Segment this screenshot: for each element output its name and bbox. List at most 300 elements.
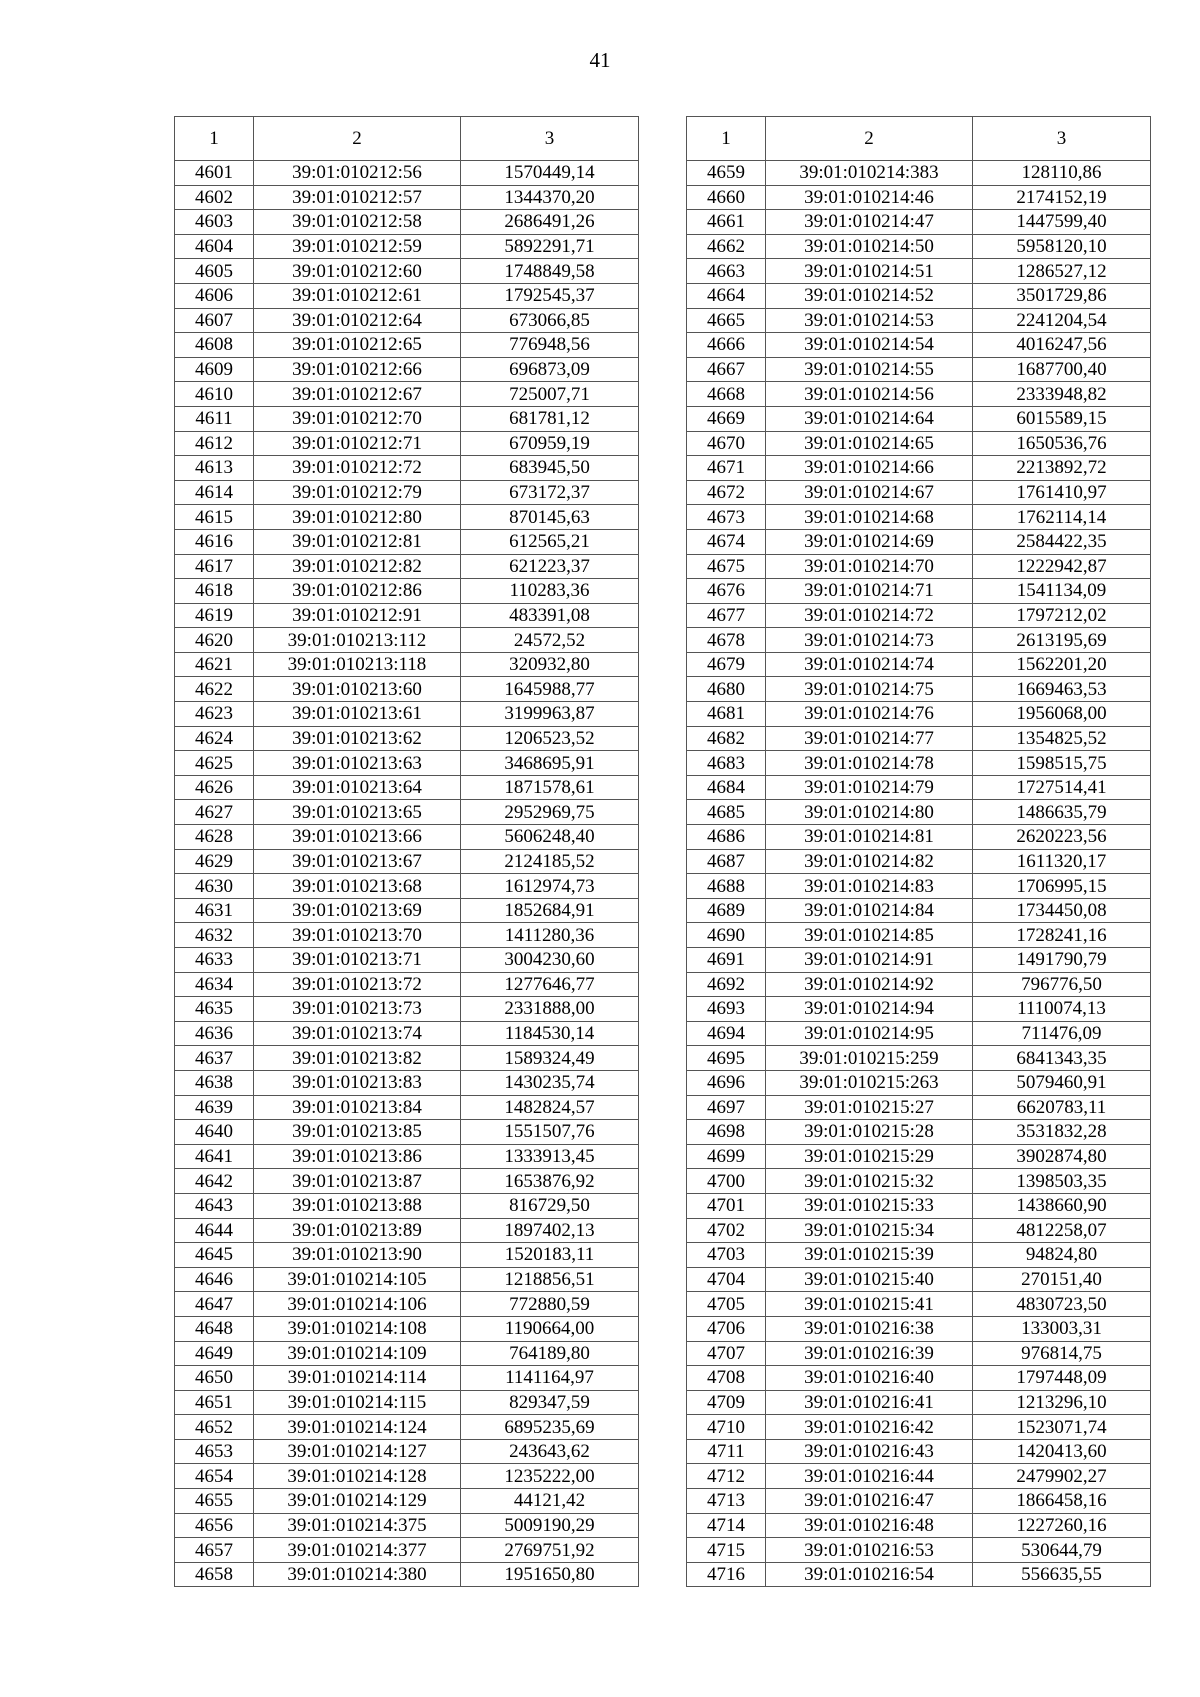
cadastral-number-cell: 39:01:010214:71 — [766, 579, 973, 604]
table-row — [687, 652, 1151, 677]
cadastral-number-cell: 39:01:010212:86 — [254, 579, 461, 604]
table-row — [687, 726, 1151, 751]
cadastral-number-cell: 39:01:010214:50 — [766, 234, 973, 259]
cadastral-number-cell: 39:01:010216:44 — [766, 1464, 973, 1489]
cadastral-number-cell: 39:01:010215:28 — [766, 1120, 973, 1145]
value-cell: 1797212,02 — [973, 603, 1151, 628]
cadastral-number-cell: 39:01:010214:84 — [766, 898, 973, 923]
value-cell: 1235222,00 — [461, 1464, 639, 1489]
cadastral-number-cell: 39:01:010212:59 — [254, 234, 461, 259]
value-cell: 1871578,61 — [461, 775, 639, 800]
table-row — [175, 1120, 639, 1145]
row-number-cell: 4615 — [175, 505, 254, 530]
value-cell: 1687700,40 — [973, 357, 1151, 382]
cadastral-number-cell: 39:01:010214:92 — [766, 972, 973, 997]
cadastral-number-cell: 39:01:010213:67 — [254, 849, 461, 874]
value-cell: 556635,55 — [973, 1562, 1151, 1587]
value-cell: 6015589,15 — [973, 406, 1151, 431]
value-cell: 1398503,35 — [973, 1169, 1151, 1194]
row-number-cell: 4670 — [687, 431, 766, 456]
table-row — [687, 1513, 1151, 1538]
cadastral-number-cell: 39:01:010213:89 — [254, 1218, 461, 1243]
cadastral-number-cell: 39:01:010214:73 — [766, 628, 973, 653]
table-header-row — [687, 117, 1151, 161]
row-number-cell: 4634 — [175, 972, 254, 997]
cadastral-number-cell: 39:01:010212:65 — [254, 333, 461, 358]
cadastral-number-cell: 39:01:010214:105 — [254, 1267, 461, 1292]
row-number-cell: 4661 — [687, 210, 766, 235]
cadastral-number-cell: 39:01:010216:42 — [766, 1415, 973, 1440]
row-number-cell: 4710 — [687, 1415, 766, 1440]
table-row — [687, 1169, 1151, 1194]
table-row — [687, 751, 1151, 776]
row-number-cell: 4695 — [687, 1046, 766, 1071]
table-row — [175, 161, 639, 186]
row-number-cell: 4645 — [175, 1243, 254, 1268]
table-row — [687, 1095, 1151, 1120]
table-row — [175, 1070, 639, 1095]
row-number-cell: 4616 — [175, 529, 254, 554]
cadastral-number-cell: 39:01:010213:62 — [254, 726, 461, 751]
table-row — [687, 1562, 1151, 1587]
value-cell: 976814,75 — [973, 1341, 1151, 1366]
value-cell: 1897402,13 — [461, 1218, 639, 1243]
cadastral-number-cell: 39:01:010213:74 — [254, 1021, 461, 1046]
value-cell: 1430235,74 — [461, 1070, 639, 1095]
cadastral-number-cell: 39:01:010212:79 — [254, 480, 461, 505]
value-cell: 1447599,40 — [973, 210, 1151, 235]
row-number-cell: 4675 — [687, 554, 766, 579]
cadastral-number-cell: 39:01:010214:56 — [766, 382, 973, 407]
value-cell: 1727514,41 — [973, 775, 1151, 800]
table-row — [687, 997, 1151, 1022]
cadastral-number-cell: 39:01:010213:73 — [254, 997, 461, 1022]
value-cell: 5958120,10 — [973, 234, 1151, 259]
table-row — [687, 554, 1151, 579]
table-row — [687, 431, 1151, 456]
row-number-cell: 4681 — [687, 702, 766, 727]
cadastral-number-cell: 39:01:010214:77 — [766, 726, 973, 751]
cadastral-number-cell: 39:01:010214:83 — [766, 874, 973, 899]
value-cell: 621223,37 — [461, 554, 639, 579]
row-number-cell: 4631 — [175, 898, 254, 923]
row-number-cell: 4708 — [687, 1366, 766, 1391]
table-header-row — [175, 117, 639, 161]
value-cell: 6841343,35 — [973, 1046, 1151, 1071]
value-cell: 1286527,12 — [973, 259, 1151, 284]
row-number-cell: 4705 — [687, 1292, 766, 1317]
table-row — [687, 357, 1151, 382]
row-number-cell: 4660 — [687, 185, 766, 210]
value-cell: 1213296,10 — [973, 1390, 1151, 1415]
cadastral-number-cell: 39:01:010215:39 — [766, 1243, 973, 1268]
table-body-left — [175, 161, 639, 1587]
cadastral-number-cell: 39:01:010213:68 — [254, 874, 461, 899]
row-number-cell: 4601 — [175, 161, 254, 186]
row-number-cell: 4706 — [687, 1316, 766, 1341]
table-row — [687, 480, 1151, 505]
value-cell: 1653876,92 — [461, 1169, 639, 1194]
table-row — [687, 1021, 1151, 1046]
cadastral-number-cell: 39:01:010214:66 — [766, 456, 973, 481]
table-row — [175, 898, 639, 923]
cadastral-number-cell: 39:01:010214:377 — [254, 1538, 461, 1563]
column-header: 2 — [766, 117, 973, 161]
table-row — [687, 849, 1151, 874]
cadastral-number-cell: 39:01:010214:47 — [766, 210, 973, 235]
value-cell: 1222942,87 — [973, 554, 1151, 579]
row-number-cell: 4692 — [687, 972, 766, 997]
cadastral-number-cell: 39:01:010214:67 — [766, 480, 973, 505]
cadastral-number-cell: 39:01:010216:53 — [766, 1538, 973, 1563]
column-header: 1 — [175, 117, 254, 161]
table-body-right — [687, 161, 1151, 1587]
value-cell: 3501729,86 — [973, 283, 1151, 308]
value-cell: 1190664,00 — [461, 1316, 639, 1341]
cadastral-number-cell: 39:01:010214:53 — [766, 308, 973, 333]
column-header: 1 — [687, 117, 766, 161]
table-row — [687, 898, 1151, 923]
table-row — [175, 333, 639, 358]
cadastral-number-cell: 39:01:010214:115 — [254, 1390, 461, 1415]
row-number-cell: 4667 — [687, 357, 766, 382]
table-row — [175, 1243, 639, 1268]
table-row — [687, 1046, 1151, 1071]
table-row — [175, 1439, 639, 1464]
value-cell: 270151,40 — [973, 1267, 1151, 1292]
table-row — [687, 210, 1151, 235]
row-number-cell: 4665 — [687, 308, 766, 333]
column-header: 3 — [973, 117, 1151, 161]
value-cell: 2333948,82 — [973, 382, 1151, 407]
cadastral-number-cell: 39:01:010216:39 — [766, 1341, 973, 1366]
row-number-cell: 4707 — [687, 1341, 766, 1366]
table-row — [175, 480, 639, 505]
cadastral-number-cell: 39:01:010212:82 — [254, 554, 461, 579]
table-row — [687, 579, 1151, 604]
table-row — [175, 1464, 639, 1489]
table-row — [687, 972, 1151, 997]
table-row — [687, 1538, 1151, 1563]
value-cell: 796776,50 — [973, 972, 1151, 997]
table-row — [175, 702, 639, 727]
cadastral-number-cell: 39:01:010214:68 — [766, 505, 973, 530]
row-number-cell: 4697 — [687, 1095, 766, 1120]
row-number-cell: 4690 — [687, 923, 766, 948]
table-row — [175, 997, 639, 1022]
table-row — [175, 1292, 639, 1317]
register-table-right — [686, 116, 1151, 1587]
value-cell: 1706995,15 — [973, 874, 1151, 899]
table-row — [175, 1218, 639, 1243]
row-number-cell: 4606 — [175, 283, 254, 308]
cadastral-number-cell: 39:01:010216:38 — [766, 1316, 973, 1341]
row-number-cell: 4653 — [175, 1439, 254, 1464]
row-number-cell: 4699 — [687, 1144, 766, 1169]
value-cell: 1589324,49 — [461, 1046, 639, 1071]
value-cell: 5892291,71 — [461, 234, 639, 259]
cadastral-number-cell: 39:01:010215:40 — [766, 1267, 973, 1292]
table-row — [175, 1267, 639, 1292]
value-cell: 1141164,97 — [461, 1366, 639, 1391]
cadastral-number-cell: 39:01:010213:112 — [254, 628, 461, 653]
table-row — [687, 1292, 1151, 1317]
row-number-cell: 4608 — [175, 333, 254, 358]
table-row — [175, 652, 639, 677]
value-cell: 6895235,69 — [461, 1415, 639, 1440]
row-number-cell: 4658 — [175, 1562, 254, 1587]
cadastral-number-cell: 39:01:010213:69 — [254, 898, 461, 923]
value-cell: 6620783,11 — [973, 1095, 1151, 1120]
table-row — [175, 1193, 639, 1218]
row-number-cell: 4636 — [175, 1021, 254, 1046]
row-number-cell: 4635 — [175, 997, 254, 1022]
table-row — [687, 628, 1151, 653]
cadastral-number-cell: 39:01:010214:75 — [766, 677, 973, 702]
row-number-cell: 4630 — [175, 874, 254, 899]
value-cell: 670959,19 — [461, 431, 639, 456]
cadastral-number-cell: 39:01:010214:74 — [766, 652, 973, 677]
value-cell: 816729,50 — [461, 1193, 639, 1218]
value-cell: 1541134,09 — [973, 579, 1151, 604]
table-row — [687, 948, 1151, 973]
row-number-cell: 4672 — [687, 480, 766, 505]
cadastral-number-cell: 39:01:010213:64 — [254, 775, 461, 800]
row-number-cell: 4694 — [687, 1021, 766, 1046]
value-cell: 3468695,91 — [461, 751, 639, 776]
cadastral-number-cell: 39:01:010214:51 — [766, 259, 973, 284]
value-cell: 24572,52 — [461, 628, 639, 653]
table-row — [687, 234, 1151, 259]
value-cell: 1344370,20 — [461, 185, 639, 210]
row-number-cell: 4678 — [687, 628, 766, 653]
row-number-cell: 4649 — [175, 1341, 254, 1366]
table-row — [175, 628, 639, 653]
table-row — [687, 1464, 1151, 1489]
row-number-cell: 4605 — [175, 259, 254, 284]
cadastral-number-cell: 39:01:010213:70 — [254, 923, 461, 948]
value-cell: 530644,79 — [973, 1538, 1151, 1563]
table-row — [175, 554, 639, 579]
table-row — [687, 333, 1151, 358]
cadastral-number-cell: 39:01:010212:66 — [254, 357, 461, 382]
row-number-cell: 4629 — [175, 849, 254, 874]
value-cell: 3004230,60 — [461, 948, 639, 973]
row-number-cell: 4663 — [687, 259, 766, 284]
table-row — [687, 1193, 1151, 1218]
column-header: 3 — [461, 117, 639, 161]
cadastral-number-cell: 39:01:010213:63 — [254, 751, 461, 776]
table-row — [175, 357, 639, 382]
cadastral-number-cell: 39:01:010215:41 — [766, 1292, 973, 1317]
table-row — [687, 923, 1151, 948]
value-cell: 2241204,54 — [973, 308, 1151, 333]
table-row — [175, 456, 639, 481]
value-cell: 683945,50 — [461, 456, 639, 481]
value-cell: 764189,80 — [461, 1341, 639, 1366]
value-cell: 1411280,36 — [461, 923, 639, 948]
row-number-cell: 4654 — [175, 1464, 254, 1489]
cadastral-number-cell: 39:01:010213:90 — [254, 1243, 461, 1268]
table-row — [175, 849, 639, 874]
cadastral-number-cell: 39:01:010213:83 — [254, 1070, 461, 1095]
table-row — [175, 1316, 639, 1341]
cadastral-number-cell: 39:01:010214:81 — [766, 825, 973, 850]
cadastral-number-cell: 39:01:010215:33 — [766, 1193, 973, 1218]
cadastral-number-cell: 39:01:010214:383 — [766, 161, 973, 186]
row-number-cell: 4702 — [687, 1218, 766, 1243]
table-row — [687, 1267, 1151, 1292]
row-number-cell: 4627 — [175, 800, 254, 825]
cadastral-number-cell: 39:01:010214:70 — [766, 554, 973, 579]
cadastral-number-cell: 39:01:010214:94 — [766, 997, 973, 1022]
value-cell: 44121,42 — [461, 1489, 639, 1514]
table-row — [175, 603, 639, 628]
value-cell: 94824,80 — [973, 1243, 1151, 1268]
value-cell: 243643,62 — [461, 1439, 639, 1464]
table-row — [175, 1046, 639, 1071]
row-number-cell: 4621 — [175, 652, 254, 677]
table-row — [175, 1144, 639, 1169]
row-number-cell: 4652 — [175, 1415, 254, 1440]
row-number-cell: 4684 — [687, 775, 766, 800]
table-row — [175, 972, 639, 997]
value-cell: 1748849,58 — [461, 259, 639, 284]
value-cell: 3531832,28 — [973, 1120, 1151, 1145]
row-number-cell: 4674 — [687, 529, 766, 554]
cadastral-number-cell: 39:01:010213:82 — [254, 1046, 461, 1071]
table-row — [175, 382, 639, 407]
cadastral-number-cell: 39:01:010214:109 — [254, 1341, 461, 1366]
row-number-cell: 4691 — [687, 948, 766, 973]
cadastral-number-cell: 39:01:010214:82 — [766, 849, 973, 874]
table-row — [175, 185, 639, 210]
cadastral-number-cell: 39:01:010214:380 — [254, 1562, 461, 1587]
value-cell: 3902874,80 — [973, 1144, 1151, 1169]
row-number-cell: 4664 — [687, 283, 766, 308]
table-row — [687, 677, 1151, 702]
row-number-cell: 4602 — [175, 185, 254, 210]
cadastral-number-cell: 39:01:010213:88 — [254, 1193, 461, 1218]
cadastral-number-cell: 39:01:010214:79 — [766, 775, 973, 800]
table-row — [175, 726, 639, 751]
cadastral-number-cell: 39:01:010212:67 — [254, 382, 461, 407]
value-cell: 1650536,76 — [973, 431, 1151, 456]
table-row — [687, 1316, 1151, 1341]
row-number-cell: 4712 — [687, 1464, 766, 1489]
cadastral-number-cell: 39:01:010212:81 — [254, 529, 461, 554]
cadastral-number-cell: 39:01:010214:91 — [766, 948, 973, 973]
cadastral-number-cell: 39:01:010215:263 — [766, 1070, 973, 1095]
cadastral-number-cell: 39:01:010214:46 — [766, 185, 973, 210]
value-cell: 2620223,56 — [973, 825, 1151, 850]
cadastral-number-cell: 39:01:010213:66 — [254, 825, 461, 850]
value-cell: 2952969,75 — [461, 800, 639, 825]
value-cell: 1645988,77 — [461, 677, 639, 702]
value-cell: 2769751,92 — [461, 1538, 639, 1563]
table-row — [687, 283, 1151, 308]
row-number-cell: 4614 — [175, 480, 254, 505]
table-row — [687, 382, 1151, 407]
row-number-cell: 4671 — [687, 456, 766, 481]
value-cell: 2124185,52 — [461, 849, 639, 874]
row-number-cell: 4668 — [687, 382, 766, 407]
row-number-cell: 4624 — [175, 726, 254, 751]
cadastral-number-cell: 39:01:010214:127 — [254, 1439, 461, 1464]
table-row — [175, 1562, 639, 1587]
value-cell: 696873,09 — [461, 357, 639, 382]
table-row — [175, 210, 639, 235]
value-cell: 2174152,19 — [973, 185, 1151, 210]
column-header: 2 — [254, 117, 461, 161]
row-number-cell: 4633 — [175, 948, 254, 973]
cadastral-number-cell: 39:01:010214:69 — [766, 529, 973, 554]
row-number-cell: 4676 — [687, 579, 766, 604]
table-row — [687, 800, 1151, 825]
table-row — [687, 1070, 1151, 1095]
table-row — [687, 406, 1151, 431]
cadastral-number-cell: 39:01:010216:43 — [766, 1439, 973, 1464]
cadastral-number-cell: 39:01:010213:87 — [254, 1169, 461, 1194]
table-row — [175, 1341, 639, 1366]
row-number-cell: 4666 — [687, 333, 766, 358]
row-number-cell: 4607 — [175, 308, 254, 333]
value-cell: 1669463,53 — [973, 677, 1151, 702]
table-row — [687, 308, 1151, 333]
table-row — [175, 677, 639, 702]
cadastral-number-cell: 39:01:010216:47 — [766, 1489, 973, 1514]
table-row — [687, 1144, 1151, 1169]
value-cell: 2331888,00 — [461, 997, 639, 1022]
register-table-left — [174, 116, 639, 1587]
table-row — [175, 431, 639, 456]
table-row — [687, 874, 1151, 899]
value-cell: 1438660,90 — [973, 1193, 1151, 1218]
value-cell: 110283,36 — [461, 579, 639, 604]
cadastral-number-cell: 39:01:010212:64 — [254, 308, 461, 333]
row-number-cell: 4680 — [687, 677, 766, 702]
table-row — [175, 825, 639, 850]
cadastral-number-cell: 39:01:010214:108 — [254, 1316, 461, 1341]
cadastral-number-cell: 39:01:010214:95 — [766, 1021, 973, 1046]
row-number-cell: 4716 — [687, 1562, 766, 1587]
table-row — [175, 1390, 639, 1415]
cadastral-number-cell: 39:01:010214:76 — [766, 702, 973, 727]
table-row — [687, 161, 1151, 186]
row-number-cell: 4638 — [175, 1070, 254, 1095]
cadastral-number-cell: 39:01:010212:61 — [254, 283, 461, 308]
value-cell: 1354825,52 — [973, 726, 1151, 751]
cadastral-number-cell: 39:01:010216:54 — [766, 1562, 973, 1587]
table-row — [687, 1439, 1151, 1464]
row-number-cell: 4687 — [687, 849, 766, 874]
cadastral-number-cell: 39:01:010216:48 — [766, 1513, 973, 1538]
row-number-cell: 4651 — [175, 1390, 254, 1415]
value-cell: 1956068,00 — [973, 702, 1151, 727]
table-row — [687, 1341, 1151, 1366]
value-cell: 1598515,75 — [973, 751, 1151, 776]
row-number-cell: 4620 — [175, 628, 254, 653]
table-row — [175, 406, 639, 431]
row-number-cell: 4683 — [687, 751, 766, 776]
value-cell: 2584422,35 — [973, 529, 1151, 554]
table-row — [687, 1120, 1151, 1145]
row-number-cell: 4700 — [687, 1169, 766, 1194]
cadastral-number-cell: 39:01:010213:71 — [254, 948, 461, 973]
row-number-cell: 4656 — [175, 1513, 254, 1538]
cadastral-number-cell: 39:01:010214:129 — [254, 1489, 461, 1514]
row-number-cell: 4622 — [175, 677, 254, 702]
